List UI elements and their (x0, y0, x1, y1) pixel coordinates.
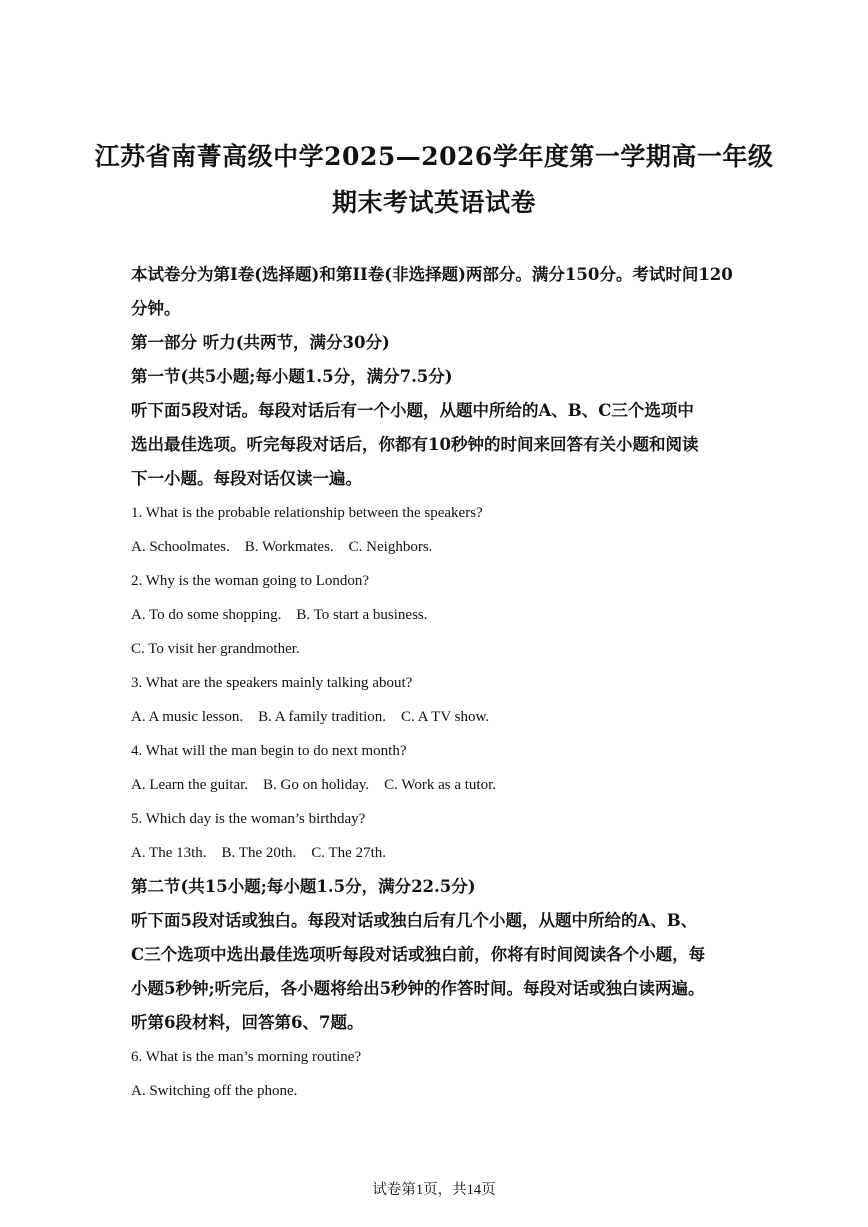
instruction-line: 本试卷分为第I卷(选择题)和第II卷(非选择题)两部分。满分150分。考试时间120 (131, 265, 733, 284)
question-line: 4. What will the man begin to do next month? (131, 743, 407, 759)
question-line: 5. Which day is the woman’s birthday? (131, 811, 366, 827)
question-line: A. The 13th. B. The 20th. C. The 27th. (131, 845, 386, 861)
question-line: C. To visit her grandmother. (131, 641, 300, 657)
instruction-line: 听下面5段对话。每段对话后有一个小题，从题中所给的A、B、C三个选项中 (131, 401, 694, 420)
question-line: 6. What is the man’s morning routine? (131, 1049, 362, 1065)
instruction-line: 分钟。 (131, 299, 181, 318)
question-line: 2. Why is the woman going to London? (131, 573, 370, 589)
question-line: A. To do some shopping. B. To start a business. (131, 607, 428, 623)
question-line: A. Switching off the phone. (131, 1083, 298, 1099)
instruction-line: 选出最佳选项。听完每段对话后，你都有10秒钟的时间来回答有关小题和阅读 (131, 435, 699, 454)
instruction-line: 第一部分 听力(共两节，满分30分) (131, 333, 390, 352)
exam-body (131, 258, 741, 1108)
instruction-line: 小题5秒钟;听完后，各小题将给出5秒钟的作答时间。每段对话或独白读两遍。 (131, 979, 705, 998)
question-line: 3. What are the speakers mainly talking about? (131, 675, 413, 691)
instruction-line: 第一节(共5小题;每小题1.5分，满分7.5分) (131, 367, 453, 386)
instruction-line: C三个选项中选出最佳选项听每段对话或独白前，你将有时间阅读各个小题，每 (131, 945, 706, 964)
question-line: A. A music lesson. B. A family tradition. C. A TV show. (131, 709, 490, 725)
exam-title-line-1: 江苏省南菁高级中学2025—2026学年度第一学期高一年级 (94, 142, 774, 171)
instruction-line: 听第6段材料，回答第6、7题。 (131, 1013, 364, 1032)
question-line: A. Schoolmates. B. Workmates. C. Neighbors. (131, 539, 433, 555)
page-footer: 试卷第1页，共14页 (372, 1182, 496, 1198)
question-line: 1. What is the probable relationship between the speakers? (131, 505, 483, 521)
instruction-line: 下一小题。每段对话仅读一遍。 (131, 469, 362, 488)
instruction-line: 听下面5段对话或独白。每段对话或独白后有几个小题，从题中所给的A、B、 (131, 911, 698, 930)
instruction-line: 第二节(共15小题;每小题1.5分，满分22.5分) (131, 877, 476, 896)
question-line: A. Learn the guitar. B. Go on holiday. C. Work as a tutor. (131, 777, 496, 793)
exam-title-line-2: 期末考试英语试卷 (331, 188, 536, 217)
